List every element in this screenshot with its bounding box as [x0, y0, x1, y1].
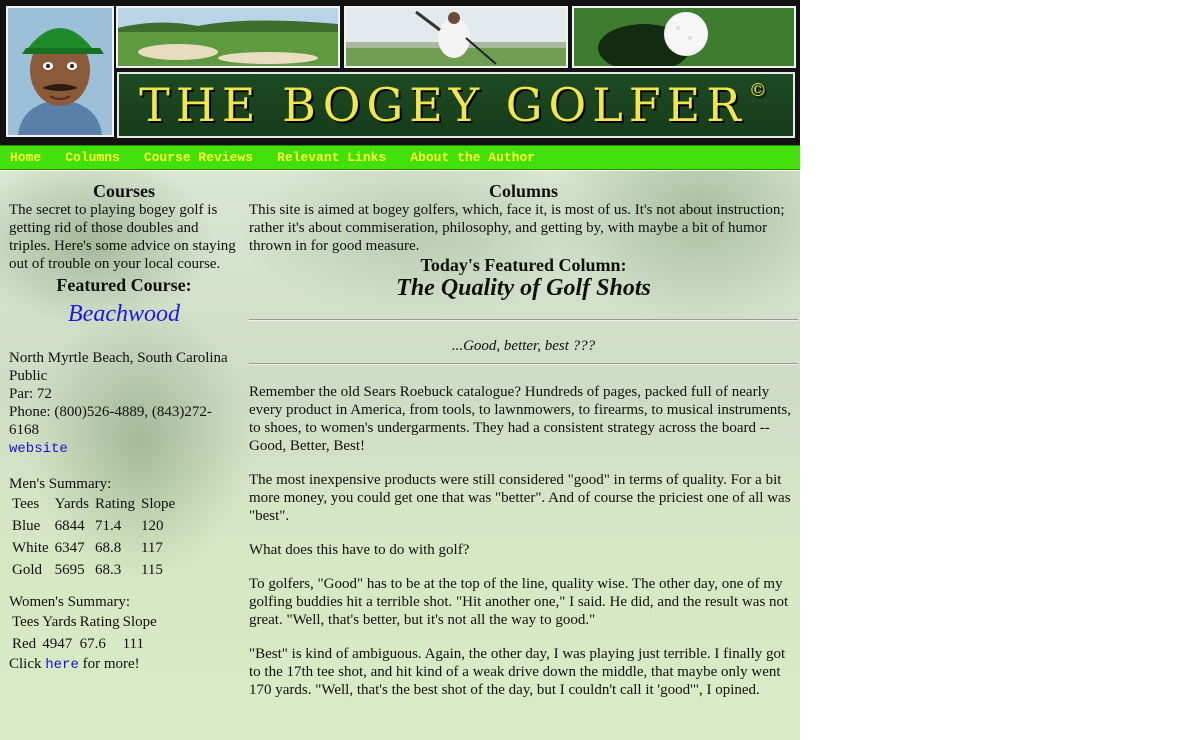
table-cell: Gold — [12, 562, 42, 578]
article-paragraph: The most inexpensive products were still considered "good" in terms of quality. For a bit more money, you could get one that was "better". And of course the priciest one of all was "best". — [249, 472, 791, 524]
table-header-cell: Rating — [94, 496, 135, 512]
featured-column-title[interactable]: The Quality of Golf Shots — [396, 275, 651, 301]
header-banner — [0, 0, 800, 145]
table-row — [9, 633, 160, 655]
table-header-cell: Slope — [140, 496, 176, 512]
content-area — [0, 171, 800, 740]
courses-heading: Courses — [93, 181, 155, 201]
table-cell: White — [12, 540, 49, 556]
table-cell: 120 — [140, 518, 164, 534]
mens-summary-table — [9, 493, 178, 581]
course-type: Public — [9, 368, 48, 384]
columns-heading: Columns — [488, 181, 559, 201]
table-cell: 68.8 — [94, 540, 122, 556]
table-row — [9, 515, 178, 537]
table-cell: 67.6 — [79, 636, 106, 652]
golf-ball-at-hole-photo — [572, 6, 796, 68]
table-cell: 6844 — [54, 518, 85, 534]
site-title: THE BOGEY GOLFER © — [139, 78, 773, 132]
featured-course-heading: Featured Course: — [56, 275, 192, 295]
table-cell: 117 — [140, 540, 163, 556]
more-courses-link[interactable]: here — [45, 657, 79, 673]
table-header-cell: Tees — [12, 496, 40, 512]
table-header-cell: Yards — [42, 614, 77, 630]
nav-link-about-the-author[interactable]: About the Author — [410, 150, 536, 165]
table-cell: Red — [12, 636, 37, 652]
course-phone: Phone: (800)526-4889, (843)272-6168 — [9, 404, 212, 438]
click-suffix: for more! — [82, 656, 140, 672]
nav-link-course-reviews[interactable]: Course Reviews — [143, 150, 254, 165]
columns-main — [249, 181, 798, 699]
table-cell: Blue — [12, 518, 41, 534]
table-header-cell: Rating — [79, 614, 120, 630]
nav-link-relevant-links[interactable]: Relevant Links — [277, 150, 387, 165]
golf-course-bunker-photo — [116, 6, 340, 68]
more-courses-line — [9, 655, 239, 674]
womens-summary-label: Women's Summary: — [9, 594, 131, 610]
table-header-cell: Yards — [54, 496, 89, 512]
table-cell: 4947 — [42, 636, 73, 652]
mens-summary-label: Men's Summary: — [9, 476, 112, 492]
course-par: Par: 72 — [9, 386, 52, 402]
golfer-swing-photo — [344, 6, 568, 68]
table-cell: 68.3 — [94, 562, 122, 578]
click-prefix: Click — [9, 656, 42, 672]
article-paragraph: To golfers, "Good" has to be at the top of the line, quality wise. The other day, one of my golfing buddies hit a terrible shot. "Hit another one," I said. He did, and the result was not great. "Well, that's better, but it's not all the way to good." — [249, 576, 789, 628]
table-cell: 115 — [140, 562, 163, 578]
table-cell: 6347 — [54, 540, 85, 556]
columns-intro: This site is aimed at bogey golfers, which, face it, is most of us. It's not about instruction; rather it's about commiseration, philosophy, and getting by, with maybe a bit of humor thrown in for good measure. — [249, 202, 785, 254]
table-header-row — [9, 611, 160, 633]
courses-intro: The secret to playing bogey golf is getting rid of those doubles and triples. Here's some advice on staying out of trouble on your local course. — [9, 202, 236, 272]
main-nav — [0, 145, 800, 170]
site-title-plate — [117, 72, 795, 138]
article-paragraph: What does this have to do with golf? — [249, 542, 470, 558]
copyright-mark: © — [748, 80, 773, 101]
table-header-cell: Slope — [122, 614, 157, 630]
article-paragraph: Remember the old Sears Roebuck catalogue? Hundreds of pages, packed full of nearly every product in America, from tools, to lawnmowers, to firearms, to musical instruments, to shoes, to women's undergarments. They had a consistent strategy across the board -- Good, Better, Best! — [249, 384, 791, 454]
nav-link-columns[interactable]: Columns — [65, 150, 120, 165]
article-paragraph: "Best" is kind of ambiguous. Again, the other day, I was playing just terrible. I finally got to the 17th tee shot, and hit kind of a weak drive down the middle, that maybe only went 170 yards. "Well, that's the best shot of the day, but I couldn't call it 'good'", I opined. — [249, 646, 786, 698]
nav-link-home[interactable]: Home — [10, 150, 42, 165]
table-row — [9, 559, 178, 581]
table-row — [9, 537, 178, 559]
featured-column-heading: Today's Featured Column: — [420, 255, 627, 275]
course-location: North Myrtle Beach, South Carolina — [9, 350, 228, 366]
table-cell: 5695 — [54, 562, 85, 578]
courses-sidebar — [9, 181, 239, 674]
golfer-caricature-avatar — [6, 6, 114, 137]
table-cell: 71.4 — [94, 518, 122, 534]
table-header-cell: Tees — [12, 614, 40, 630]
featured-course-link[interactable]: Beachwood — [68, 301, 180, 327]
table-cell: 111 — [122, 636, 144, 652]
womens-summary-table — [9, 611, 160, 655]
column-teaser: ...Good, better, best ??? — [451, 338, 596, 354]
course-website-link[interactable]: website — [9, 441, 68, 457]
table-header-row — [9, 493, 178, 515]
